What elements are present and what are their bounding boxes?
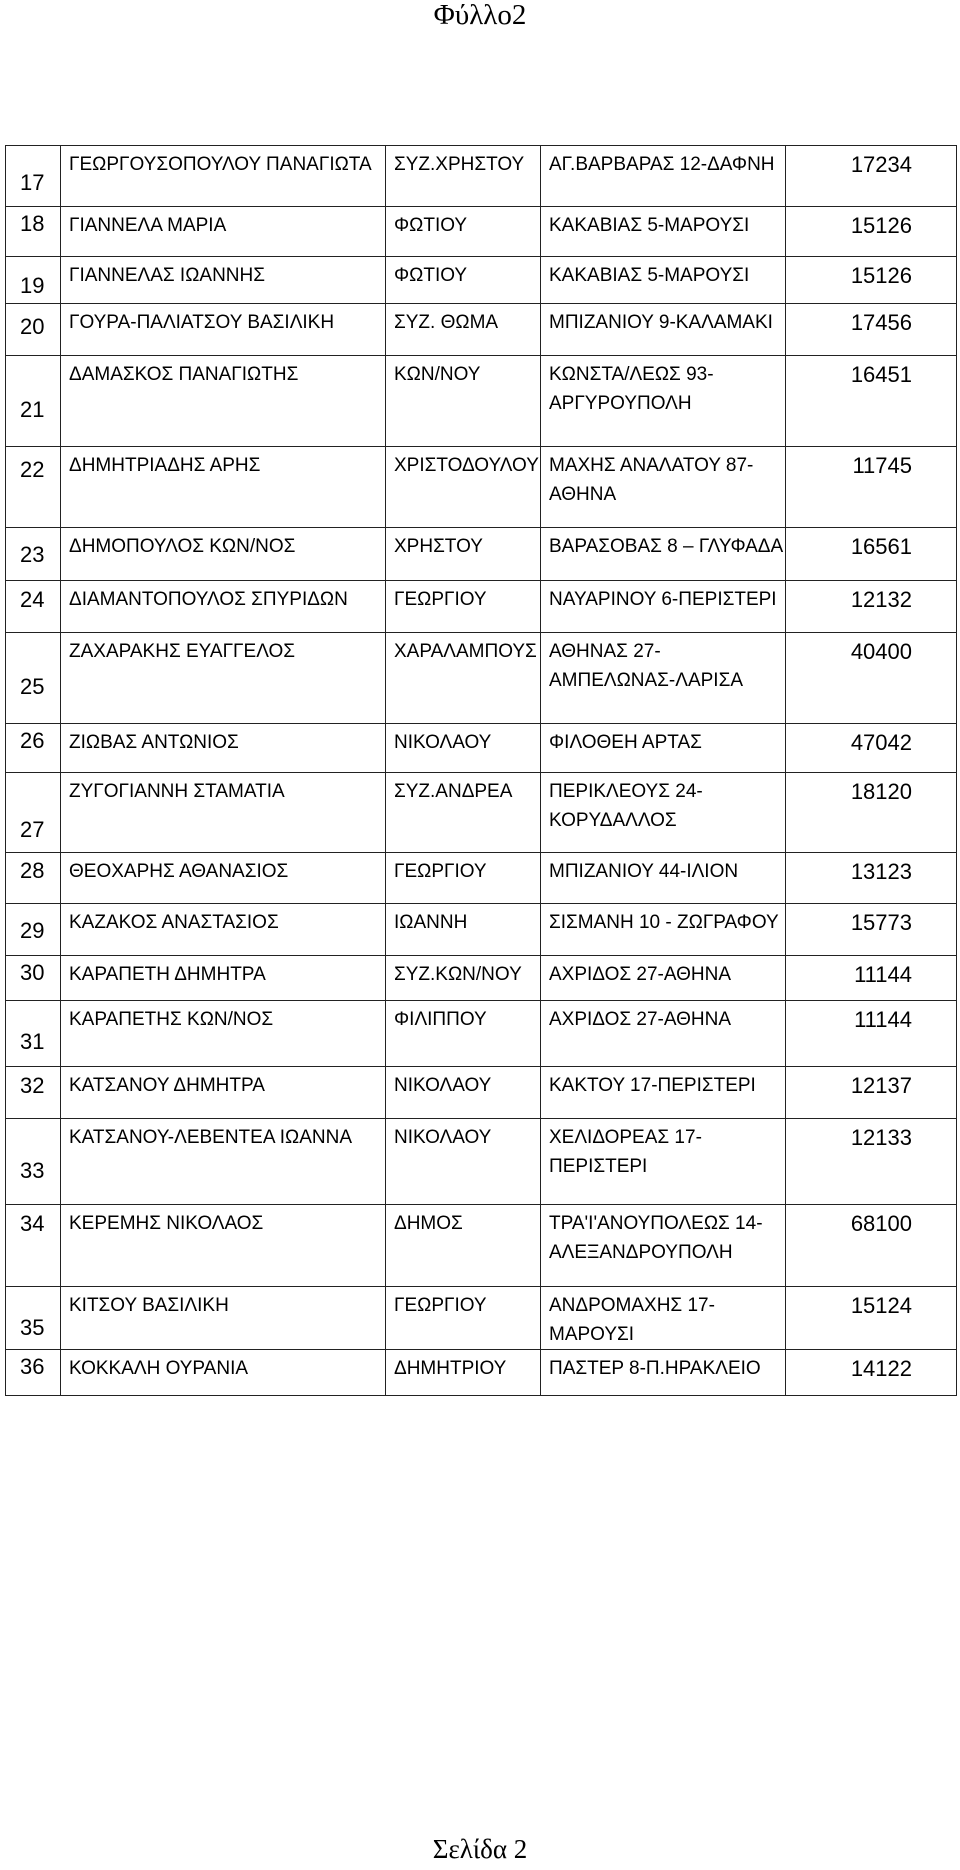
row-number xyxy=(6,356,61,447)
person-name: ΔΗΜΗΤΡΙΑΔΗΣ ΑΡΗΣ xyxy=(61,447,386,528)
table-row xyxy=(6,853,957,904)
table-row xyxy=(6,1119,957,1205)
row-number-text: 28 xyxy=(20,858,45,883)
father-name: ΣΥΖ.ΧΡΗΣΤΟΥ xyxy=(386,146,541,207)
father-name: ΣΥΖ.ΑΝΔΡΕΑ xyxy=(386,773,541,853)
address: ΠΑΣΤΕΡ 8-Π.ΗΡΑΚΛΕΙΟ xyxy=(541,1350,786,1396)
table-row xyxy=(6,146,957,207)
father-name: ΚΩΝ/ΝΟΥ xyxy=(386,356,541,447)
page-footer: Σελίδα 2 xyxy=(432,1834,528,1864)
father-name: ΧΑΡΑΛΑΜΠΟΥΣ xyxy=(386,633,541,724)
row-number-text: 18 xyxy=(20,211,45,236)
address: ΚΩΝΣΤΑ/ΛΕΩΣ 93-ΑΡΓΥΡΟΥΠΟΛΗ xyxy=(541,356,786,447)
row-number-text: 30 xyxy=(20,960,45,985)
row-number-text: 25 xyxy=(20,674,45,699)
address: ΧΕΛΙΔΟΡΕΑΣ 17-ΠΕΡΙΣΤΕΡΙ xyxy=(541,1119,786,1205)
address: ΒΑΡΑΣΟΒΑΣ 8 – ΓΛΥΦΑΔΑ xyxy=(541,528,786,581)
person-name: ΓΙΑΝΝΕΛΑ ΜΑΡΙΑ xyxy=(61,207,386,257)
address: ΚΑΚΑΒΙΑΣ 5-ΜΑΡΟΥΣΙ xyxy=(541,257,786,304)
father-name: ΦΙΛΙΠΠΟΥ xyxy=(386,1001,541,1067)
row-number-text: 36 xyxy=(20,1354,45,1379)
table-row xyxy=(6,207,957,257)
table-row xyxy=(6,773,957,853)
person-name: ΚΑΖΑΚΟΣ ΑΝΑΣΤΑΣΙΟΣ xyxy=(61,904,386,956)
person-name: ΖΙΩΒΑΣ ΑΝΤΩΝΙΟΣ xyxy=(61,724,386,773)
postal-code: 15773 xyxy=(786,904,957,956)
address: ΚΑΚΤΟΥ 17-ΠΕΡΙΣΤΕΡΙ xyxy=(541,1067,786,1119)
address: ΣΙΣΜΑΝΗ 10 - ΖΩΓΡΑΦΟΥ xyxy=(541,904,786,956)
father-name: ΓΕΩΡΓΙΟΥ xyxy=(386,853,541,904)
address: ΠΕΡΙΚΛΕΟΥΣ 24-ΚΟΡΥΔΑΛΛΟΣ xyxy=(541,773,786,853)
person-name: ΔΗΜΟΠΟΥΛΟΣ ΚΩΝ/ΝΟΣ xyxy=(61,528,386,581)
row-number xyxy=(6,146,61,207)
person-name: ΚΑΤΣΑΝΟΥ-ΛΕΒΕΝΤΕΑ ΙΩΑΝΝΑ xyxy=(61,1119,386,1205)
postal-code: 12133 xyxy=(786,1119,957,1205)
postal-code: 12132 xyxy=(786,581,957,633)
address: ΑΝΔΡΟΜΑΧΗΣ 17-ΜΑΡΟΥΣΙ xyxy=(541,1287,786,1350)
row-number-text: 26 xyxy=(20,728,45,753)
person-name: ΖΑΧΑΡΑΚΗΣ ΕΥΑΓΓΕΛΟΣ xyxy=(61,633,386,724)
row-number xyxy=(6,1205,61,1287)
table-row xyxy=(6,904,957,956)
row-number-text: 21 xyxy=(20,397,45,422)
postal-code: 15126 xyxy=(786,207,957,257)
row-number xyxy=(6,257,61,304)
postal-code: 13123 xyxy=(786,853,957,904)
postal-code: 47042 xyxy=(786,724,957,773)
address: ΑΧΡΙΔΟΣ 27-ΑΘΗΝΑ xyxy=(541,1001,786,1067)
table-row xyxy=(6,528,957,581)
postal-code: 15126 xyxy=(786,257,957,304)
row-number xyxy=(6,207,61,257)
father-name: ΔΗΜΗΤΡΙΟΥ xyxy=(386,1350,541,1396)
row-number-text: 22 xyxy=(20,457,45,482)
row-number xyxy=(6,853,61,904)
row-number xyxy=(6,1001,61,1067)
row-number-text: 35 xyxy=(20,1315,45,1340)
father-name: ΓΕΩΡΓΙΟΥ xyxy=(386,1287,541,1350)
address: ΤΡΑ'Ι'ΑΝΟΥΠΟΛΕΩΣ 14-ΑΛΕΞΑΝΔΡΟΥΠΟΛΗ xyxy=(541,1205,786,1287)
table-row xyxy=(6,1067,957,1119)
address: ΑΘΗΝΑΣ 27-ΑΜΠΕΛΩΝΑΣ-ΛΑΡΙΣΑ xyxy=(541,633,786,724)
person-name: ΓΕΩΡΓΟΥΣΟΠΟΥΛΟΥ ΠΑΝΑΓΙΩΤΑ xyxy=(61,146,386,207)
row-number-text: 29 xyxy=(20,918,45,943)
table-row xyxy=(6,257,957,304)
person-name: ΔΑΜΑΣΚΟΣ ΠΑΝΑΓΙΩΤΗΣ xyxy=(61,356,386,447)
row-number xyxy=(6,1287,61,1350)
table-row xyxy=(6,1001,957,1067)
row-number xyxy=(6,1350,61,1396)
person-name: ΚΑΤΣΑΝΟΥ ΔΗΜΗΤΡΑ xyxy=(61,1067,386,1119)
table-row xyxy=(6,1205,957,1287)
father-name: ΝΙΚΟΛΑΟΥ xyxy=(386,1119,541,1205)
person-name: ΚΙΤΣΟΥ ΒΑΣΙΛΙΚΗ xyxy=(61,1287,386,1350)
table-row xyxy=(6,304,957,356)
row-number-text: 32 xyxy=(20,1073,45,1098)
address: ΑΓ.ΒΑΡΒΑΡΑΣ 12-ΔΑΦΝΗ xyxy=(541,146,786,207)
sheet-title: Φύλλο2 xyxy=(433,0,527,31)
postal-code: 16561 xyxy=(786,528,957,581)
row-number-text: 23 xyxy=(20,542,45,567)
person-name: ΓΟΥΡΑ-ΠΑΛΙΑΤΣΟΥ ΒΑΣΙΛΙΚΗ xyxy=(61,304,386,356)
row-number xyxy=(6,528,61,581)
postal-code: 40400 xyxy=(786,633,957,724)
row-number xyxy=(6,724,61,773)
row-number xyxy=(6,1067,61,1119)
father-name: ΣΥΖ.ΚΩΝ/ΝΟΥ xyxy=(386,956,541,1001)
row-number xyxy=(6,956,61,1001)
father-name: ΓΕΩΡΓΙΟΥ xyxy=(386,581,541,633)
row-number-text: 19 xyxy=(20,273,45,298)
postal-code: 11144 xyxy=(786,1001,957,1067)
table-row xyxy=(6,724,957,773)
address: ΝΑΥΑΡΙΝΟΥ 6-ΠΕΡΙΣΤΕΡΙ xyxy=(541,581,786,633)
person-name: ΚΕΡΕΜΗΣ ΝΙΚΟΛΑΟΣ xyxy=(61,1205,386,1287)
postal-code: 17234 xyxy=(786,146,957,207)
father-name: ΣΥΖ. ΘΩΜΑ xyxy=(386,304,541,356)
table-row xyxy=(6,1287,957,1350)
table-row xyxy=(6,356,957,447)
father-name: ΝΙΚΟΛΑΟΥ xyxy=(386,1067,541,1119)
row-number xyxy=(6,904,61,956)
table-row xyxy=(6,956,957,1001)
address: ΜΑΧΗΣ ΑΝΑΛΑΤΟΥ 87-ΑΘΗΝΑ xyxy=(541,447,786,528)
person-name: ΚΟΚΚΑΛΗ ΟΥΡΑΝΙΑ xyxy=(61,1350,386,1396)
row-number xyxy=(6,447,61,528)
table-row xyxy=(6,581,957,633)
row-number-text: 17 xyxy=(20,170,45,195)
person-name: ΘΕΟΧΑΡΗΣ ΑΘΑΝΑΣΙΟΣ xyxy=(61,853,386,904)
row-number-text: 20 xyxy=(20,314,45,339)
person-name: ΓΙΑΝΝΕΛΑΣ ΙΩΑΝΝΗΣ xyxy=(61,257,386,304)
postal-code: 12137 xyxy=(786,1067,957,1119)
roster-table xyxy=(5,145,957,1396)
father-name: ΝΙΚΟΛΑΟΥ xyxy=(386,724,541,773)
row-number xyxy=(6,773,61,853)
postal-code: 15124 xyxy=(786,1287,957,1350)
row-number xyxy=(6,633,61,724)
postal-code: 14122 xyxy=(786,1350,957,1396)
person-name: ΖΥΓΟΓΙΑΝΝΗ ΣΤΑΜΑΤΙΑ xyxy=(61,773,386,853)
address: ΜΠΙΖΑΝΙΟΥ 44-ΙΛΙΟΝ xyxy=(541,853,786,904)
table-row xyxy=(6,1350,957,1396)
postal-code: 17456 xyxy=(786,304,957,356)
postal-code: 16451 xyxy=(786,356,957,447)
row-number xyxy=(6,304,61,356)
address: ΑΧΡΙΔΟΣ 27-ΑΘΗΝΑ xyxy=(541,956,786,1001)
address: ΦΙΛΟΘΕΗ ΑΡΤΑΣ xyxy=(541,724,786,773)
postal-code: 11745 xyxy=(786,447,957,528)
person-name: ΔΙΑΜΑΝΤΟΠΟΥΛΟΣ ΣΠΥΡΙΔΩΝ xyxy=(61,581,386,633)
person-name: ΚΑΡΑΠΕΤΗΣ ΚΩΝ/ΝΟΣ xyxy=(61,1001,386,1067)
table-row xyxy=(6,447,957,528)
postal-code: 68100 xyxy=(786,1205,957,1287)
row-number-text: 33 xyxy=(20,1158,45,1183)
father-name: ΦΩΤΙΟΥ xyxy=(386,257,541,304)
address: ΚΑΚΑΒΙΑΣ 5-ΜΑΡΟΥΣΙ xyxy=(541,207,786,257)
postal-code: 18120 xyxy=(786,773,957,853)
row-number-text: 27 xyxy=(20,817,45,842)
row-number-text: 24 xyxy=(20,587,45,612)
row-number xyxy=(6,581,61,633)
roster-body xyxy=(6,146,957,1396)
address: ΜΠΙΖΑΝΙΟΥ 9-ΚΑΛΑΜΑΚΙ xyxy=(541,304,786,356)
row-number-text: 34 xyxy=(20,1211,45,1236)
postal-code: 11144 xyxy=(786,956,957,1001)
row-number xyxy=(6,1119,61,1205)
table-row xyxy=(6,633,957,724)
father-name: ΔΗΜΟΣ xyxy=(386,1205,541,1287)
father-name: ΙΩΑΝΝΗ xyxy=(386,904,541,956)
row-number-text: 31 xyxy=(20,1029,45,1054)
father-name: ΧΡΗΣΤΟΥ xyxy=(386,528,541,581)
father-name: ΦΩΤΙΟΥ xyxy=(386,207,541,257)
father-name: ΧΡΙΣΤΟΔΟΥΛΟΥ xyxy=(386,447,541,528)
person-name: ΚΑΡΑΠΕΤΗ ΔΗΜΗΤΡΑ xyxy=(61,956,386,1001)
